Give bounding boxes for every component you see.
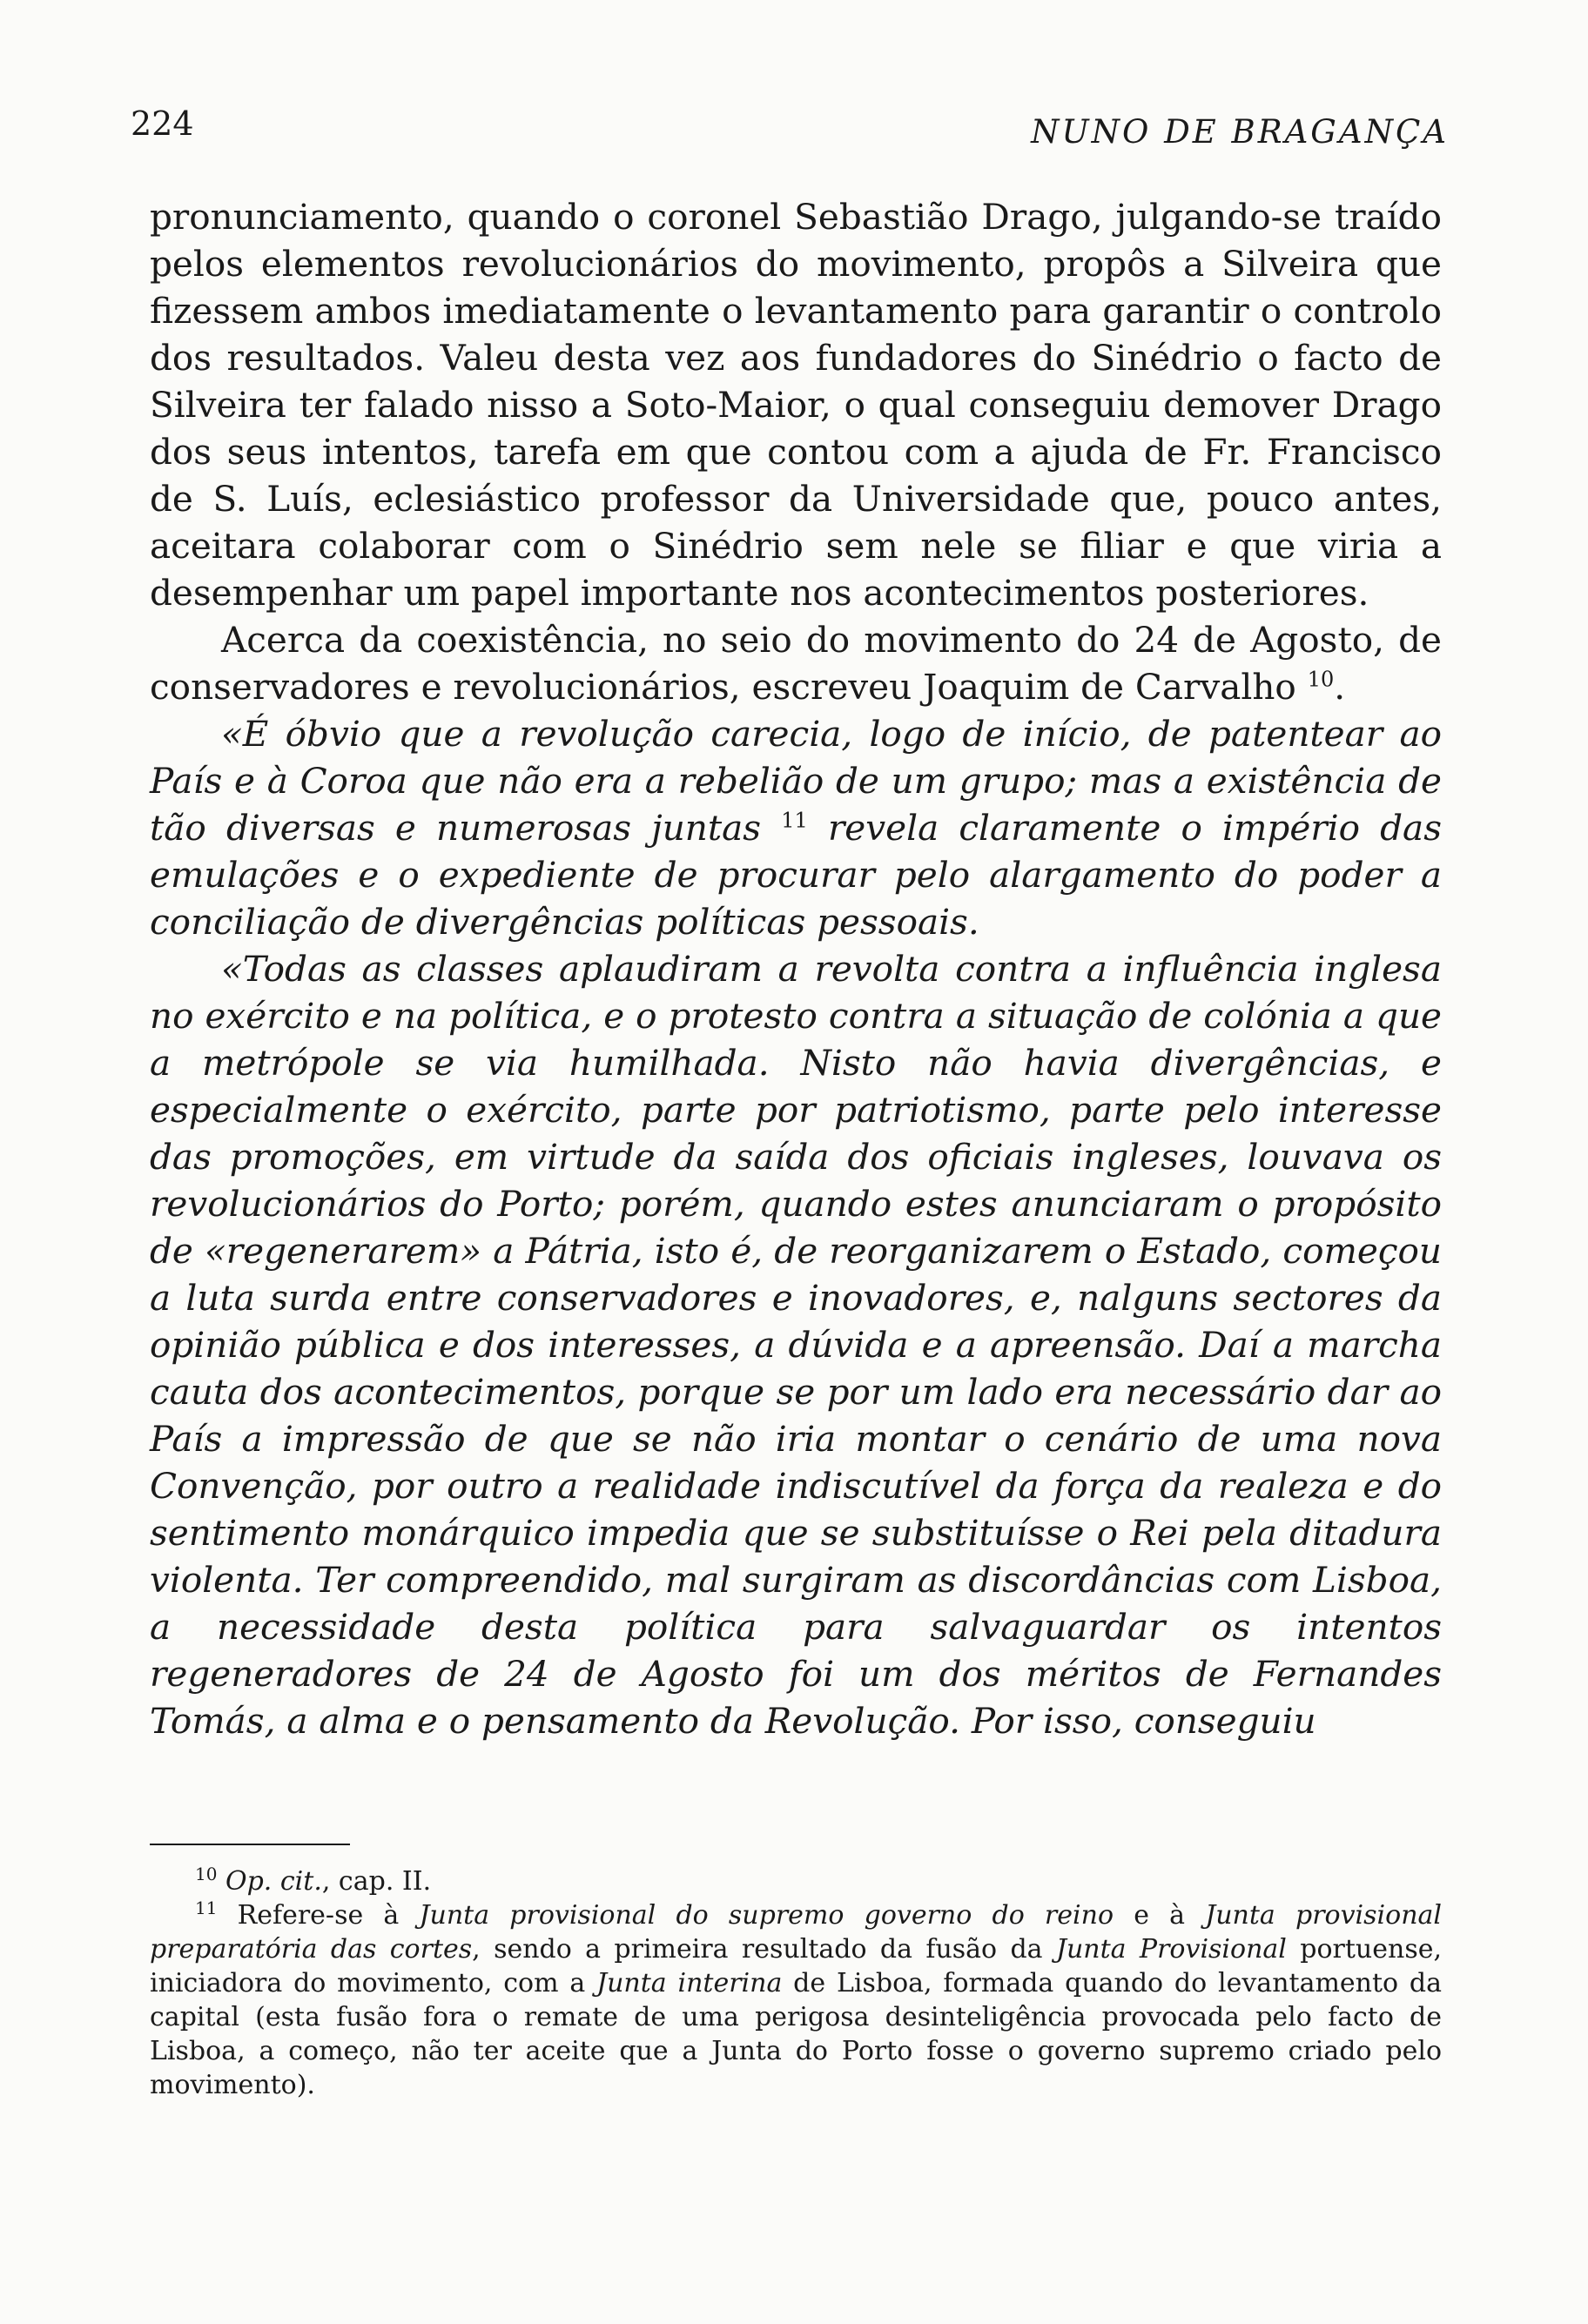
footnote-11-italic-d: Junta provisional preparatória das cortes (150, 1900, 1442, 1965)
footnote-11-text-c: e à (1114, 1900, 1206, 1931)
paragraph-2-text: Acerca da coexistência, no seio do movimento do 24 de Agosto, de conservadores e revolucionários, escreveu Joaquim de Carvalho (150, 619, 1442, 708)
footnotes (150, 1864, 1442, 2102)
footnote-11-italic-b: Junta provisional do supremo governo do reino (419, 1900, 1114, 1931)
quote-paragraph-2: «Todas as classes aplaudiram a revolta contra a influência inglesa no exército e na política, e o protesto contra a situação de colónia a que a metrópole se via humilhada. Nisto não havia divergências, e especialmente o exército, parte por patriotismo, parte pelo interesse das promoções, em virtude da saída dos oficiais ingleses, louvava os revolucionários do Porto; porém, quando estes anunciaram o propósito de «regenerarem» a Pátria, isto é, de reorganizarem o Estado, começou a luta surda entre conservadores e inovadores, e, nalguns sectores da opinião pública e dos interesses, a dúvida e a apreensão. Daí a marcha cauta dos acontecimentos, porque se por um lado era necessário dar ao País a impressão de que se não iria montar o cenário de uma nova Convenção, por outro a realidade indiscutível da força da realeza e do sentimento monárquico impedia que se substituísse o Rei pela ditadura violenta. Ter compreendido, mal surgiram as discordâncias com Lisboa, a necessidade desta política para salvaguardar os intentos regeneradores de 24 de Agosto foi um dos méritos de Fernandes Tomás, a alma e o pensamento da Revolução. Por isso, conseguiu (150, 948, 1442, 1742)
footnote-10-number: 10 (195, 1864, 218, 1884)
footnote-ref-10: 10 (1307, 667, 1335, 692)
footnote-11 (150, 1898, 1442, 2102)
footnote-11-text-a: Refere-se à (237, 1900, 420, 1931)
footnote-10-citation: Op. cit. (225, 1866, 322, 1897)
running-head: NUNO DE BRAGANÇA (1031, 113, 1449, 151)
footnote-10 (150, 1864, 1442, 1898)
quote-paragraph-1 (150, 710, 1442, 945)
page-number: 224 (131, 104, 194, 143)
paragraph-1: pronunciamento, quando o coronel Sebastião Drago, julgando-se traído pelos elementos revolucionários do movimento, propôs a Silveira que fizessem ambos imediatamente o levantamento para garantir o controlo dos resultados. Valeu desta vez aos fundadores do Sinédrio o facto de Silveira ter falado nisso a Soto-Maior, o qual conseguiu demover Drago dos seus intentos, tarefa em que contou com a ajuda de Fr. Francisco de S. Luís, eclesiástico professor da Universidade que, pouco antes, aceitara colaborar com o Sinédrio sem nele se filiar e que viria a desempenhar um papel importante nos acontecimentos posteriores. (150, 196, 1442, 614)
footnote-11-text-g: portuense, iniciadora do movimento, com a (150, 1934, 1443, 1998)
footnote-11-italic-h: Junta interina (596, 1968, 783, 1998)
quote-1-text: «É óbvio que a revolução carecia, logo de início, de patentear ao País e à Coroa que não era a rebelião de um grupo; mas a existência de tão diversas e numerosas juntas (150, 713, 1442, 849)
footnote-11-text-i: de Lisboa, formada quando do levantamento da capital (esta fusão fora o remate de uma perigosa desinteligência provocada pelo facto de Lisboa, a começo, não ter aceite que a Junta do Porto fosse o governo supremo criado pelo movimento). (150, 1968, 1442, 2100)
footnote-11-italic-f: Junta Provisional (1055, 1934, 1287, 1965)
footnote-11-number: 11 (195, 1897, 218, 1918)
footnote-ref-11: 11 (781, 808, 808, 833)
quote-1-end: revela claramente o império das emulações e o expediente de procurar pelo alargamento do poder a conciliação de divergências políticas pessoais. (150, 807, 1442, 943)
footnote-11-text-e: , sendo a primeira resultado da fusão da (472, 1934, 1056, 1965)
paragraph-2-end: . (1334, 666, 1346, 708)
footnote-10-rest: , cap. II. (321, 1866, 432, 1897)
footnote-separator (150, 1844, 350, 1845)
page-header (131, 104, 1449, 157)
main-text (150, 193, 1442, 1744)
paragraph-2 (150, 616, 1442, 710)
